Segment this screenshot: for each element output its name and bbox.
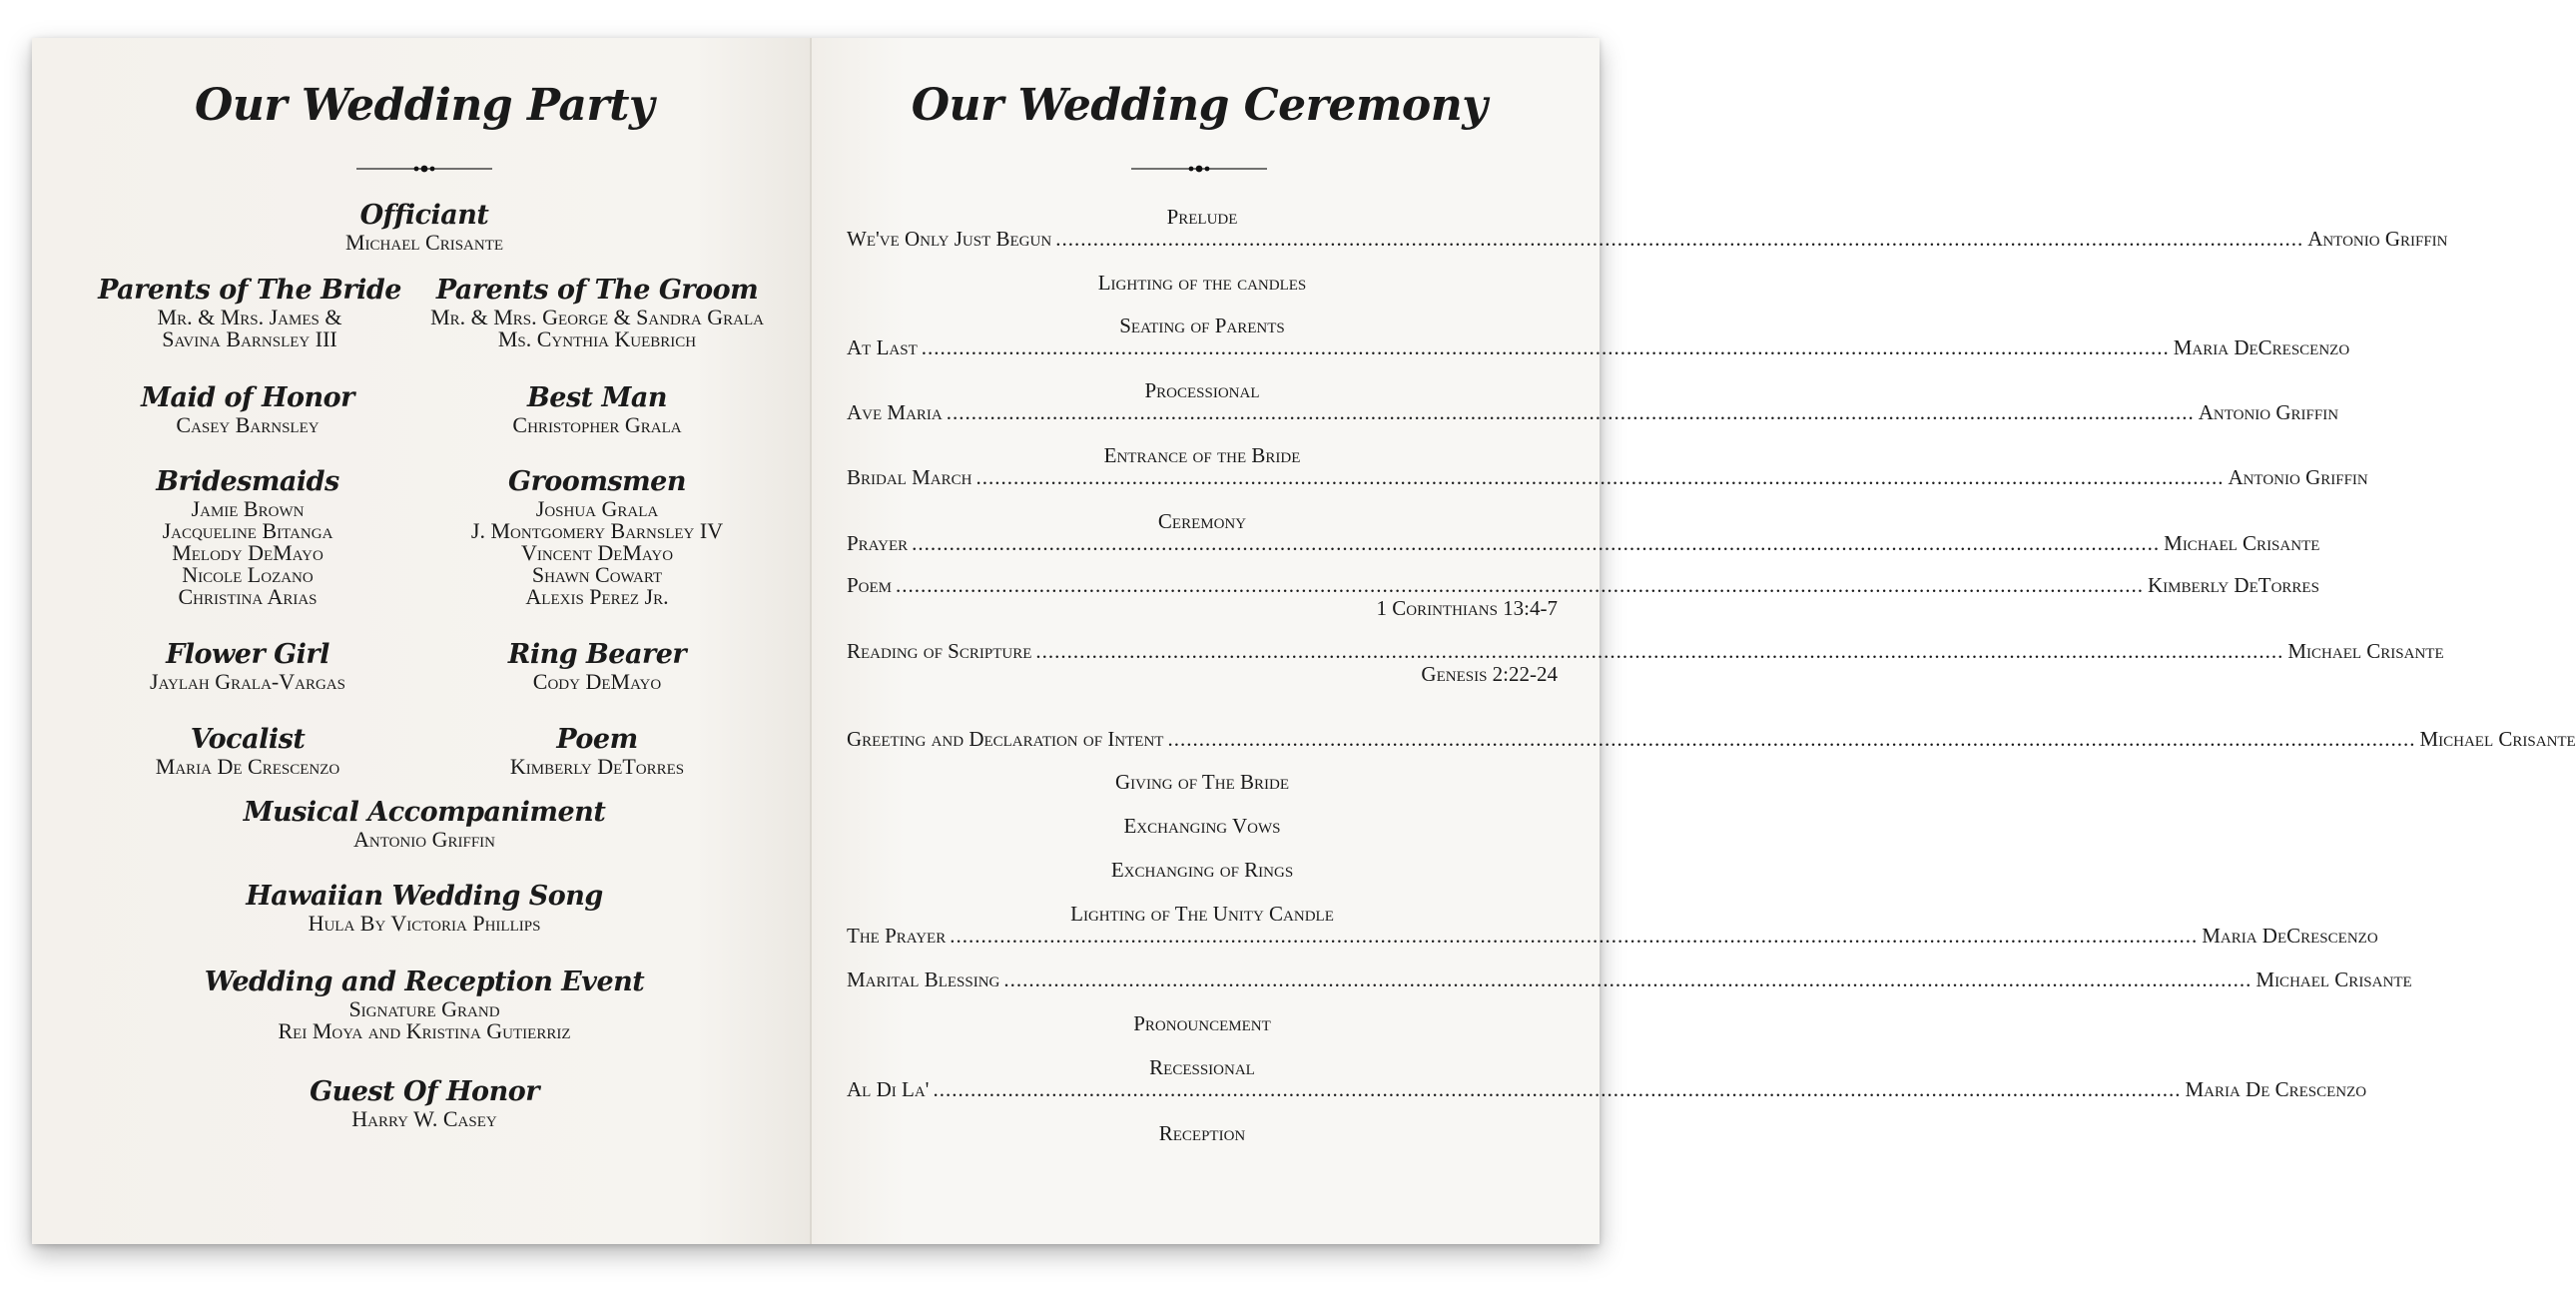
performer-name: Michael Crisante xyxy=(2255,968,2412,991)
ceremony-program-row xyxy=(847,924,2378,949)
dot-leader: ........................................................................................................................................................................................................ xyxy=(946,400,2195,424)
person-name: Harry W. Casey xyxy=(351,1106,497,1131)
person-name: Jacqueline Bitanga xyxy=(162,518,333,543)
party-parents-bride xyxy=(98,275,401,350)
ceremony-section-title: Recessional xyxy=(1149,1055,1255,1079)
performer-name: Michael Crisante xyxy=(2287,639,2444,663)
role-title: Flower Girl xyxy=(166,639,329,670)
role-title: Hawaiian Wedding Song xyxy=(246,881,603,912)
dot-leader: ........................................................................................................................................................................................................ xyxy=(1003,968,2253,991)
person-name: Casey Barnsley xyxy=(176,412,320,437)
performer-name: Antonio Griffin xyxy=(2228,465,2368,489)
center-fold xyxy=(810,38,812,1244)
ceremony-program-row xyxy=(847,639,2444,664)
person-name: Jaylah Grala-Vargas xyxy=(150,669,345,694)
ceremony-program-row xyxy=(847,227,2448,252)
performer-name: Michael Crisante xyxy=(2419,727,2576,751)
person-name: Christopher Grala xyxy=(512,412,682,437)
ceremony-section-title: Entrance of the Bride xyxy=(1103,443,1301,467)
person-name: Antonio Griffin xyxy=(352,827,495,852)
dot-leader: ........................................................................................................................................................................................................ xyxy=(975,465,2225,489)
ceremony-section-title: Ceremony xyxy=(1157,509,1247,533)
role-title: Musical Accompaniment xyxy=(243,797,606,828)
ceremony-section-title: Processional xyxy=(1144,378,1260,402)
ceremony-program-row xyxy=(847,465,2368,490)
person-name: Rei Moya and Kristina Gutierriz xyxy=(278,1018,571,1043)
role-title: Officiant xyxy=(359,200,489,231)
role-title: Parents of The Groom xyxy=(435,275,759,306)
person-name: Maria De Crescenzo xyxy=(155,754,340,779)
performer-name: Kimberly DeTorres xyxy=(2148,573,2319,597)
party-hawaiian xyxy=(246,881,603,935)
party-guest xyxy=(310,1076,539,1130)
person-name: Signature Grand xyxy=(348,996,500,1021)
ceremony-section-title: Exchanging of Rings xyxy=(1110,858,1294,882)
ceremony-section-title: Giving of The Bride xyxy=(1114,770,1290,794)
dot-leader: ........................................................................................................................................................................................................ xyxy=(921,335,2170,359)
party-flower-girl xyxy=(150,639,345,693)
person-name: Michael Crisante xyxy=(344,230,504,255)
dot-leader: ........................................................................................................................................................................................................ xyxy=(896,573,2145,597)
dot-leader: ........................................................................................................................................................................................................ xyxy=(950,924,2199,948)
program-item: Reading of Scripture xyxy=(847,639,1032,663)
program-item: Ave Maria xyxy=(847,400,943,424)
divider-ornament-left xyxy=(354,163,494,175)
party-bridesmaids xyxy=(156,466,338,608)
person-name: Jamie Brown xyxy=(191,496,305,521)
person-name: Savina Barnsley III xyxy=(162,326,337,351)
party-poem xyxy=(510,724,684,778)
role-title: Maid of Honor xyxy=(141,382,354,413)
role-title: Wedding and Reception Event xyxy=(204,967,645,997)
ceremony-program-row xyxy=(847,573,2319,598)
performer-name: Antonio Griffin xyxy=(2198,400,2339,424)
person-name: Cody DeMayo xyxy=(532,669,662,694)
program-item: We've Only Just Begun xyxy=(847,227,1052,251)
program-item: Bridal March xyxy=(847,465,972,489)
role-title: Bridesmaids xyxy=(156,466,339,497)
program-item: Poem xyxy=(847,573,893,597)
person-name: Joshua Grala xyxy=(535,496,659,521)
party-heading: Our Wedding Party xyxy=(195,80,654,131)
program-item: Marital Blessing xyxy=(847,968,1000,991)
party-groomsmen xyxy=(471,466,723,608)
party-officiant xyxy=(345,200,503,254)
party-musical xyxy=(244,797,606,851)
ceremony-program-row xyxy=(847,400,2339,425)
role-title: Ring Bearer xyxy=(507,639,687,670)
role-title: Parents of The Bride xyxy=(98,275,401,306)
performer-name: Maria De Crescenzo xyxy=(2185,1077,2367,1101)
party-venue xyxy=(205,967,645,1042)
program-item: The Prayer xyxy=(847,924,947,948)
ceremony-reference: 1 Corinthians 13:4-7 xyxy=(1376,596,1558,620)
party-maid-of-honor xyxy=(141,382,354,436)
program-item: At Last xyxy=(847,335,918,359)
ceremony-program-row xyxy=(847,531,2320,556)
role-title: Poem xyxy=(556,724,638,755)
party-ring-bearer xyxy=(508,639,686,693)
person-name: J. Montgomery Barnsley IV xyxy=(470,518,724,543)
dot-leader: ........................................................................................................................................................................................................ xyxy=(1035,639,2284,663)
role-title: Groomsmen xyxy=(508,466,686,497)
ceremony-program-row xyxy=(847,1077,2367,1102)
ceremony-section-title: Exchanging Vows xyxy=(1123,814,1281,838)
performer-name: Maria DeCrescenzo xyxy=(2202,924,2378,948)
dot-leader: ........................................................................................................................................................................................................ xyxy=(933,1077,2182,1101)
performer-name: Michael Crisante xyxy=(2164,531,2320,555)
person-name: Mr. & Mrs. George & Sandra Grala xyxy=(430,305,764,329)
person-name: Shawn Cowart xyxy=(531,562,663,587)
program-item: Prayer xyxy=(847,531,909,555)
divider-ornament-right xyxy=(1129,163,1269,175)
ceremony-program-row xyxy=(847,968,2412,992)
ceremony-heading: Our Wedding Ceremony xyxy=(911,80,1488,131)
role-title: Guest Of Honor xyxy=(310,1076,539,1107)
party-vocalist xyxy=(156,724,339,778)
person-name: Christina Arias xyxy=(178,584,318,609)
person-name: Hula By Victoria Phillips xyxy=(308,911,541,936)
ceremony-program-row xyxy=(847,727,2576,752)
program-item: Al Di La' xyxy=(847,1077,930,1101)
person-name: Kimberly DeTorres xyxy=(509,754,685,779)
ceremony-section-title: Lighting of the candles xyxy=(1097,271,1307,295)
role-title: Vocalist xyxy=(190,724,306,755)
person-name: Mr. & Mrs. James & xyxy=(157,305,342,329)
ceremony-section-title: Pronouncement xyxy=(1133,1011,1271,1035)
ceremony-section-title: Prelude xyxy=(1166,205,1238,229)
program-item: Greeting and Declaration of Intent xyxy=(847,727,1164,751)
ceremony-section-title: Reception xyxy=(1158,1121,1246,1145)
party-parents-groom xyxy=(430,275,764,350)
ceremony-section-title: Lighting of The Unity Candle xyxy=(1070,902,1334,926)
party-best-man xyxy=(512,382,681,436)
dot-leader: ........................................................................................................................................................................................................ xyxy=(1167,727,2416,751)
performer-name: Antonio Griffin xyxy=(2307,227,2448,251)
person-name: Ms. Cynthia Kuebrich xyxy=(497,326,697,351)
dot-leader: ........................................................................................................................................................................................................ xyxy=(912,531,2161,555)
role-title: Best Man xyxy=(526,382,668,413)
ceremony-program-row xyxy=(847,335,2350,360)
person-name: Alexis Perez Jr. xyxy=(525,584,669,609)
ceremony-section-title: Seating of Parents xyxy=(1119,314,1285,337)
performer-name: Maria DeCrescenzo xyxy=(2173,335,2350,359)
person-name: Vincent DeMayo xyxy=(520,540,674,565)
person-name: Melody DeMayo xyxy=(172,540,323,565)
dot-leader: ........................................................................................................................................................................................................ xyxy=(1055,227,2304,251)
ceremony-reference: Genesis 2:22-24 xyxy=(1421,662,1558,686)
person-name: Nicole Lozano xyxy=(182,562,314,587)
